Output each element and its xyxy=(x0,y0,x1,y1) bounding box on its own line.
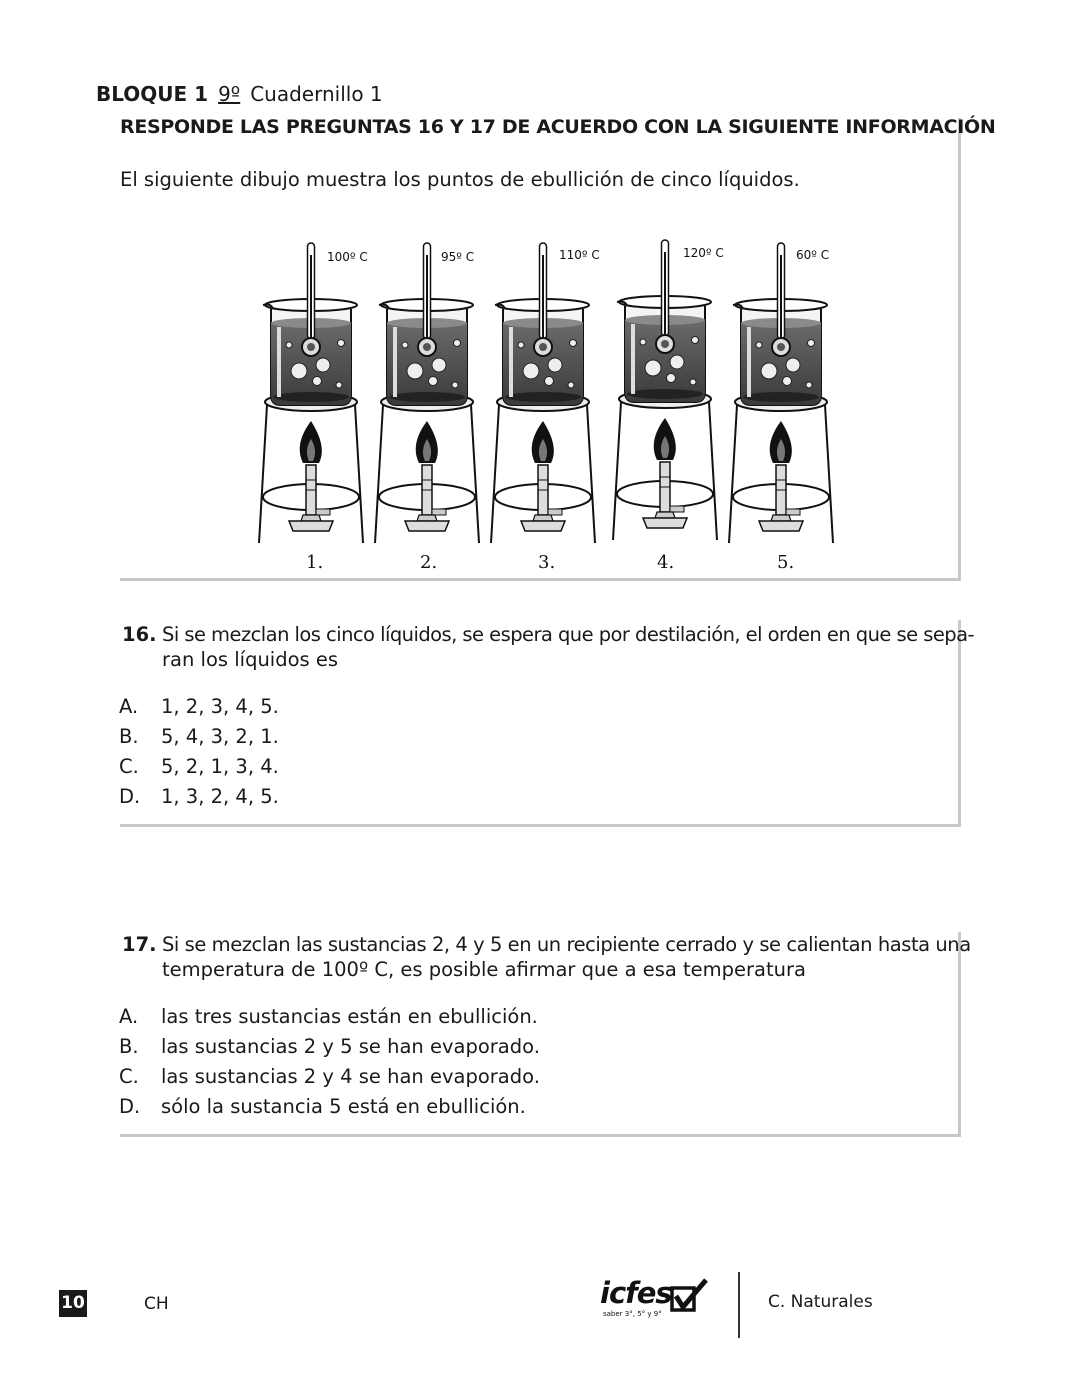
option-text: las sustancias 2 y 5 se han evaporado. xyxy=(161,1035,540,1058)
page-header xyxy=(96,82,383,106)
bloque-label: BLOQUE 1 xyxy=(96,82,209,106)
footer-divider xyxy=(738,1272,740,1338)
option-letter: D. xyxy=(119,1095,141,1118)
intro-text: El siguiente dibujo muestra los puntos de ebullición de cinco líquidos. xyxy=(120,168,800,191)
booklet-code: CH xyxy=(144,1294,169,1314)
temp-label-1: 100º C xyxy=(327,250,368,264)
temp-label-3: 110º C xyxy=(559,248,600,262)
option-17-a[interactable] xyxy=(119,1002,540,1032)
question-17-options xyxy=(119,1002,540,1122)
question-16-text-line1: Si se mezclan los cinco líquidos, se espera que por destilación, el orden en que se sepa- xyxy=(162,623,974,646)
setup-number-2: 2. xyxy=(420,552,438,573)
option-letter: D. xyxy=(119,785,141,808)
option-text: 5, 4, 3, 2, 1. xyxy=(161,725,279,748)
setup-2 xyxy=(375,243,479,543)
question-16-options xyxy=(119,692,279,812)
question-16-number: 16. xyxy=(122,623,157,646)
temp-label-4: 120º C xyxy=(683,246,724,260)
option-text: las sustancias 2 y 4 se han evaporado. xyxy=(161,1065,540,1088)
setup-number-1: 1. xyxy=(306,552,324,573)
option-16-d[interactable] xyxy=(119,782,279,812)
option-16-c[interactable] xyxy=(119,752,279,782)
option-text: sólo la sustancia 5 está en ebullición. xyxy=(161,1095,526,1118)
logo-subtext: saber 3°, 5° y 9° xyxy=(603,1310,662,1318)
temp-label-2: 95º C xyxy=(441,250,475,264)
option-letter: C. xyxy=(119,755,139,778)
instruction-heading: RESPONDE LAS PREGUNTAS 16 Y 17 DE ACUERDO CON LA SIGUIENTE INFORMACIÓN xyxy=(120,116,996,138)
option-letter: A. xyxy=(119,695,139,718)
option-17-c[interactable] xyxy=(119,1062,540,1092)
option-16-b[interactable] xyxy=(119,722,279,752)
setup-number-5: 5. xyxy=(777,552,795,573)
option-letter: B. xyxy=(119,725,139,748)
grado-label: 9º xyxy=(218,82,241,106)
setup-4 xyxy=(613,240,717,540)
option-text: 5, 2, 1, 3, 4. xyxy=(161,755,279,778)
setup-3 xyxy=(491,243,595,543)
icfes-logo xyxy=(600,1276,712,1322)
setup-1 xyxy=(259,243,363,543)
logo-text: icfes xyxy=(600,1276,672,1310)
question-17-number: 17. xyxy=(122,933,157,956)
question-16-text-line2: ran los líquidos es xyxy=(162,648,339,671)
question-17 xyxy=(122,932,971,982)
boiling-points-figure xyxy=(240,225,860,585)
option-17-d[interactable] xyxy=(119,1092,540,1122)
option-letter: C. xyxy=(119,1065,139,1088)
question-16 xyxy=(122,622,974,672)
question-17-text-line1: Si se mezclan las sustancias 2, 4 y 5 en un recipiente cerrado y se calientan hasta una xyxy=(162,933,971,956)
setup-number-4: 4. xyxy=(657,552,675,573)
option-letter: A. xyxy=(119,1005,139,1028)
setup-number-3: 3. xyxy=(538,552,556,573)
temp-label-5: 60º C xyxy=(796,248,830,262)
subject-label: C. Naturales xyxy=(768,1292,873,1312)
option-17-b[interactable] xyxy=(119,1032,540,1062)
option-text: las tres sustancias están en ebullición. xyxy=(161,1005,538,1028)
option-text: 1, 2, 3, 4, 5. xyxy=(161,695,279,718)
setup-5 xyxy=(729,243,833,543)
check-icon xyxy=(670,1278,710,1314)
question-17-text-line2: temperatura de 100º C, es posible afirmar que a esa temperatura xyxy=(162,958,806,981)
page-number: 10 xyxy=(59,1290,87,1317)
option-letter: B. xyxy=(119,1035,139,1058)
cuadernillo-label: Cuadernillo 1 xyxy=(250,82,383,106)
option-text: 1, 3, 2, 4, 5. xyxy=(161,785,279,808)
option-16-a[interactable] xyxy=(119,692,279,722)
